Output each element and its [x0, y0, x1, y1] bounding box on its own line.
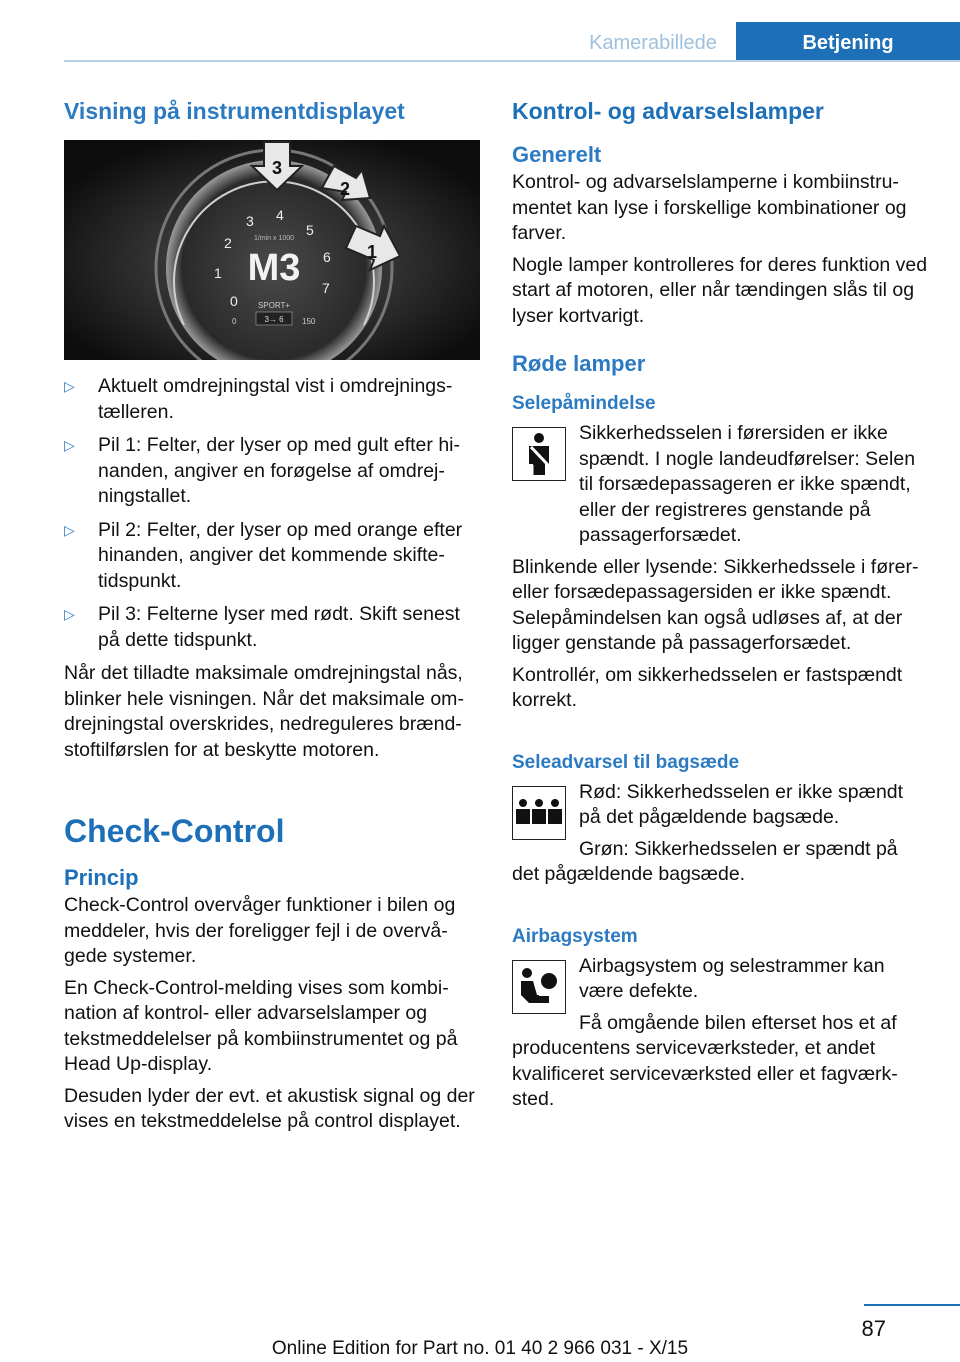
tachometer-graphic [64, 140, 480, 360]
rear-seatbelt-block [512, 780, 928, 888]
paragraph-seatbelt-2: Kontrollér, om sikkerhedsselen er fastspændt korrekt. [512, 663, 903, 711]
footer-divider [864, 1304, 960, 1306]
paragraph-principle-3: Desuden lyder der evt. et akustisk signal og der vises en tekstmeddelelse på control displayet. [64, 1084, 475, 1132]
heading-seatbelt-reminder: Selepåmindelse [512, 393, 656, 414]
gauge-scale-2: 2 [224, 235, 232, 251]
gauge-gear-label: 3→ 6 [264, 315, 284, 324]
gauge-scale-6: 6 [323, 249, 331, 265]
gauge-scale-0: 0 [230, 293, 238, 309]
arrow-label-1: 1 [366, 242, 378, 262]
paragraph-general-2: Nogle lamper kontrolleres for deres funktion ved start af motoren, eller når tændingen slås til og lyser kortvarigt. [512, 253, 928, 327]
gauge-sublabel: 1/min x 1000 [253, 235, 295, 242]
heading-warning-lamps: Kontrol- og advarselslamper [512, 98, 824, 124]
rear-seatbelt-text-red: Rød: Sikkerhedsselen er ikke spændt på det pågældende bagsæde. [579, 780, 904, 828]
gauge-scale-1: 1 [214, 265, 222, 281]
airbag-icon [512, 960, 566, 1014]
heading-instrument-display: Visning på instrumentdisplayet [64, 98, 405, 124]
paragraph-seatbelt-1: Blinkende eller lysende: Sikkerhedssele i fører- eller forsædepassagersiden er ikke spændt. Selepåmindelsen kan også udløses af, at der ligger genstande på passagerforsædet. [512, 555, 919, 654]
airbag-text-2: Få omgående bilen efterset hos et af producentens serviceværksteder, et andet kvalificeret serviceværksted eller et fagværksted. [512, 1011, 898, 1110]
gauge-scale-5: 5 [306, 222, 314, 238]
list-item: ▷ Pil 1: Felter, der lyser op med gult efter hinanden, angiver en forøgelse af omdrejningstallet. [64, 434, 460, 507]
footer-edition: Online Edition for Part no. 01 40 2 966 031 - X/15 [271, 1338, 689, 1359]
gauge-sport-label: SPORT+ [257, 301, 291, 310]
seatbelt-text: Sikkerhedsselen i førersiden er ikke spændt. I nogle landeudførelser: Selen til forsædepassageren er ikke spændt, eller der registreres genstande på passagerforsædet. [579, 422, 916, 546]
paragraph-rpm-limit: Når det tilladte maksimale omdrejningstal nås, blinker hele visningen. Når det maksimale omdrejningstal overskrides, nedreguleres brændstoftilførslen for at beskytte motoren. [64, 662, 464, 761]
gauge-scale-7: 7 [322, 280, 330, 296]
heading-generelt: Generelt [512, 142, 602, 167]
seatbelt-warning-block [512, 421, 928, 549]
right-column [512, 96, 928, 1113]
page-number: 87 [861, 1316, 886, 1341]
seatbelt-icon [512, 427, 566, 481]
heading-red-lamps: Røde lamper [512, 351, 646, 376]
heading-airbag: Airbagsystem [512, 925, 638, 947]
triangle-bullet-icon: ▷ [64, 437, 75, 453]
gauge-speed-start: 0 [232, 317, 237, 326]
paragraph-principle-1: Check-Control overvåger funktioner i bilen og meddeler, hvis der foreligger fejl i de overvågede systemer. [64, 894, 456, 967]
gauge-speed-end: 150 [302, 317, 316, 326]
header-tab-kamerabillede[interactable]: Kamerabillede [589, 32, 717, 54]
page-header [0, 0, 960, 62]
airbag-block [512, 954, 928, 1113]
gauge-text: M3 [247, 247, 301, 289]
arrow-label-3: 3 [271, 158, 283, 178]
triangle-bullet-icon: ▷ [64, 521, 75, 538]
paragraph-general-1: Kontrol- og advarselslamperne i kombiinstrumentet kan lyse i forskellige kombinationer og farver. [512, 171, 907, 244]
paragraph-principle-2: En Check-Control-melding vises som kombination af kontrol- eller advarselslamper og tekstmeddelelser på kombiinstrumentet og på Head Up-display. [64, 976, 458, 1075]
bullet-list [64, 374, 480, 653]
rear-seatbelt-icon [512, 786, 566, 840]
airbag-text-1: Airbagsystem og selestrammer kan være defekte. [579, 954, 885, 1002]
triangle-bullet-icon: ▷ [64, 606, 75, 622]
header-tab-betjening[interactable]: Betjening [736, 22, 960, 62]
heading-princip: Princip [64, 865, 139, 890]
gauge-scale-3: 3 [246, 213, 254, 229]
triangle-bullet-icon: ▷ [64, 378, 75, 394]
section-title-check-control: Check-Control [64, 813, 285, 849]
heading-rear-seatbelt: Seleadvarsel til bagsæde [512, 751, 740, 773]
list-item: ▷ Pil 3: Felterne lyser med rødt. Skift senest på dette tidspunkt. [64, 603, 460, 651]
list-item: ▷ Aktuelt omdrejningstal vist i omdrejningstælleren. [64, 375, 453, 423]
list-item: ▷ Pil 2: Felter, der lyser op med orange efter hinanden, angiver det kommende skiftetidspunkt. [64, 518, 463, 592]
rear-seatbelt-text-green: Grøn: Sikkerhedsselen er spændt på det pågældende bagsæde. [512, 837, 898, 885]
arrow-label-2: 2 [339, 179, 351, 199]
tachometer-figure [64, 140, 480, 360]
gauge-scale-4: 4 [276, 207, 284, 223]
header-divider [64, 60, 960, 62]
left-column [64, 96, 480, 1135]
